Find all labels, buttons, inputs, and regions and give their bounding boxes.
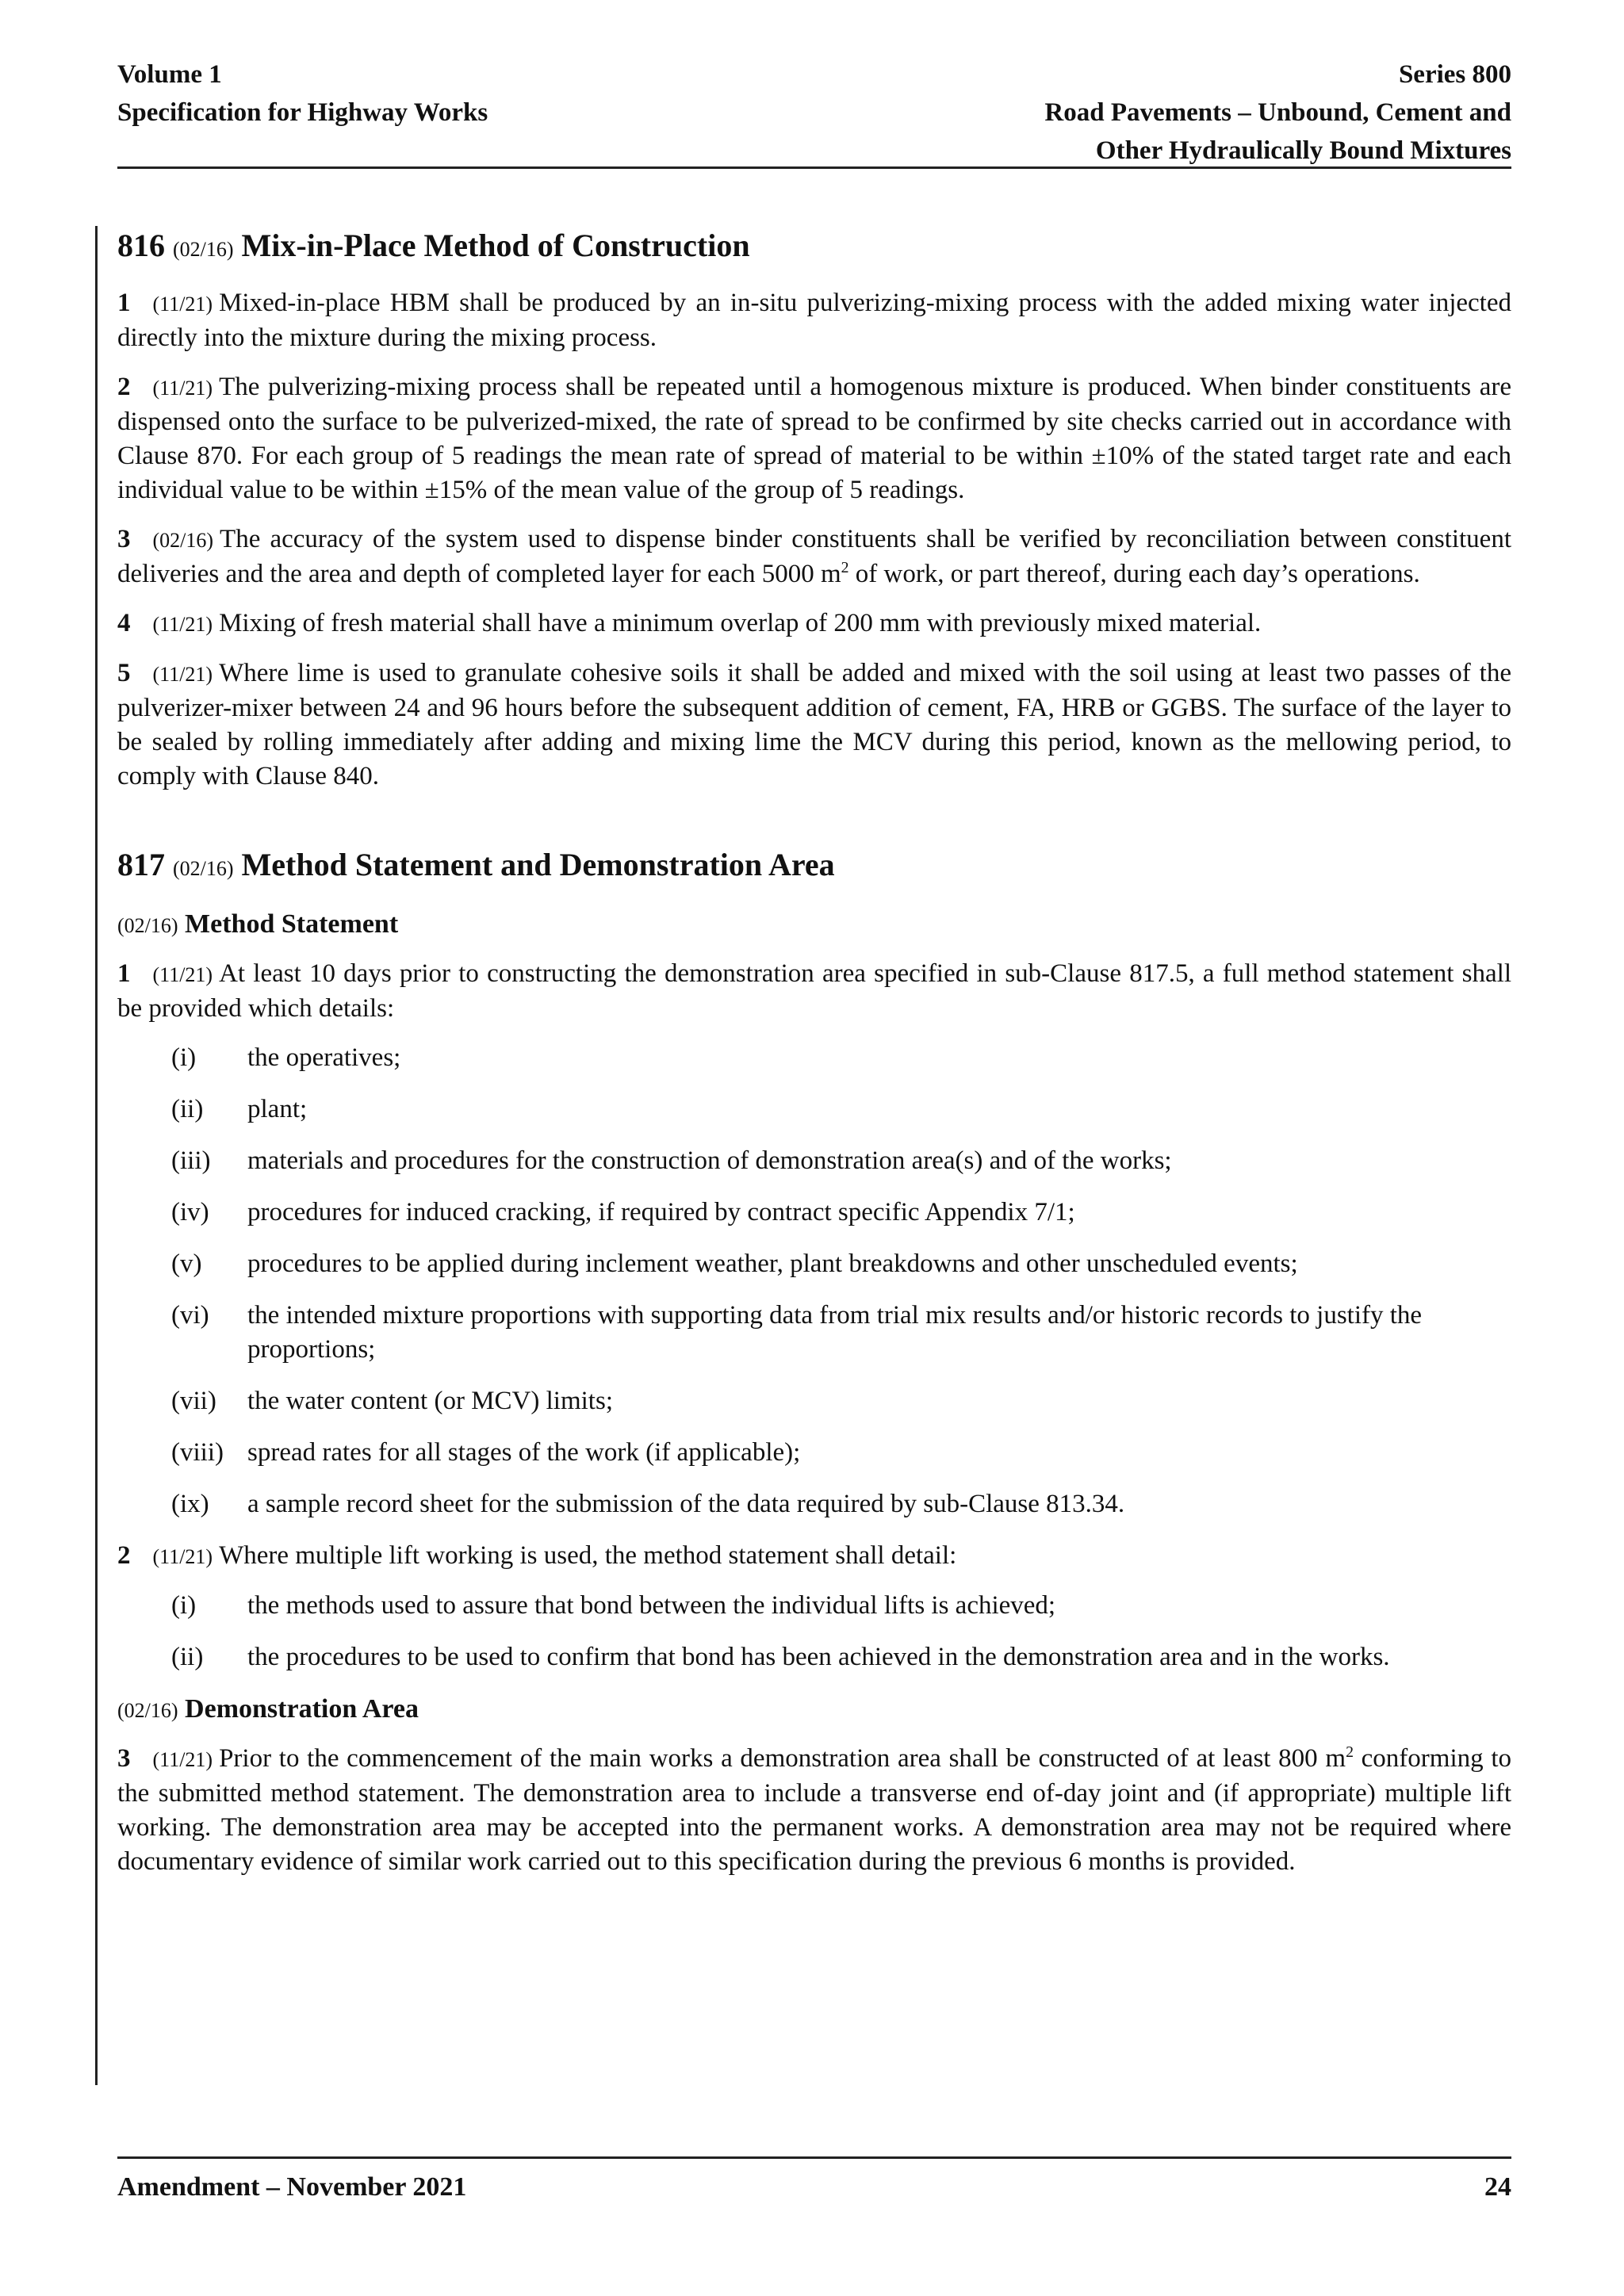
clause-816-heading [117, 224, 1511, 272]
list-item [117, 1589, 1511, 1623]
clause-817-para-3 [117, 1742, 1511, 1879]
clause-816-para-4 [117, 607, 1511, 641]
demonstration-area-subheading [117, 1692, 1511, 1728]
para-text-continued: of work, or part thereof, during each day’s operations. [848, 560, 1420, 588]
list-item [117, 1093, 1511, 1127]
para-text: Where lime is used to granulate cohesive soils it shall be added and mixed with the soil using at least two passes of the pulverizer-mixer between 24 and 96 hours before the subsequent addition of cement, FA, HRB or GGBS. The surface of the layer to be sealed by rolling immediately after adding and mixing lime the MCV during this period, known as the mellowing period, to comply with Clause 840. [117, 659, 1511, 790]
para-text: Where multiple lift working is used, the method statement shall detail: [219, 1541, 957, 1570]
amendment-tag: (02/16) [117, 914, 178, 937]
list-marker: (ix) [171, 1490, 209, 1518]
list-marker: (iii) [171, 1146, 211, 1175]
subheading-title: Demonstration Area [185, 1694, 419, 1724]
list-text: materials and procedures for the construction of demonstration area(s) and of the works; [247, 1146, 1172, 1175]
list-text: the operatives; [247, 1043, 401, 1072]
clause-title: Method Statement and Demonstration Area [241, 847, 835, 882]
para-text: The pulverizing-mixing process shall be repeated until a homogenous mixture is produced. When binder constituents are dispensed onto the surface to be pulverized-mixed, the rate of spread to be confirmed by site checks carried out in accordance with Clause 870. For each group of 5 readings the mean rate of spread of material to be within ±10% of the stated target rate and each individual value to be within ±15% of the mean value of the group of 5 readings. [117, 373, 1511, 504]
series-title-line2: Other Hydraulically Bound Mixtures [1095, 136, 1511, 165]
header-left [117, 55, 488, 132]
amendment-tag: (02/16) [152, 529, 214, 552]
series-label: Series 800 [1398, 60, 1511, 89]
para-text-continued: conforming to the submitted method statement. The demonstration area to include a transverse end of-day joint and (if appropriate) multiple lift working. The demonstration area may be accepted into the permanent works. A demonstration area may not be required where documentary evidence of similar work carried out to this specification during the previous 6 months is provided. [117, 1744, 1511, 1876]
clause-817-para-2 [117, 1539, 1511, 1574]
list-text: the methods used to assure that bond between the individual lifts is achieved; [247, 1591, 1056, 1620]
clause-816-para-2 [117, 370, 1511, 507]
amendment-tag: (11/21) [152, 613, 213, 636]
list-item [117, 1144, 1511, 1178]
para-number: 3 [117, 1744, 131, 1773]
page-number: 24 [1484, 2172, 1511, 2202]
para-number: 2 [117, 1541, 131, 1570]
list-item [117, 1384, 1511, 1418]
amendment-tag: (11/21) [152, 293, 213, 316]
amendment-tag: (02/16) [117, 1699, 178, 1722]
para-text: At least 10 days prior to constructing the demonstration area specified in sub-Clause 817.5, a full method statement shall be provided which details: [117, 959, 1511, 1023]
list-text: spread rates for all stages of the work (if applicable); [247, 1438, 801, 1467]
amendment-tag: (11/21) [152, 1545, 213, 1568]
header-divider [117, 166, 1511, 169]
document-title: Specification for Highway Works [117, 98, 488, 127]
list-text: procedures for induced cracking, if required by contract specific Appendix 7/1; [247, 1198, 1075, 1226]
amendment-tag: (11/21) [152, 1748, 213, 1771]
list-text: the intended mixture proportions with supporting data from trial mix results and/or historic records to justify the proportions; [247, 1301, 1423, 1364]
list-item [117, 1041, 1511, 1075]
method-statement-list [117, 1041, 1511, 1521]
clause-816-para-3 [117, 522, 1511, 591]
list-marker: (ii) [171, 1095, 204, 1123]
subheading-title: Method Statement [185, 909, 399, 939]
para-text: Mixed-in-place HBM shall be produced by an in-situ pulverizing-mixing process with the added mixing water injected directly into the mixture during the mixing process. [117, 289, 1511, 352]
superscript: 2 [841, 559, 849, 576]
superscript: 2 [1346, 1743, 1354, 1761]
clause-title: Mix-in-Place Method of Construction [241, 228, 750, 263]
list-item [117, 1299, 1511, 1367]
list-marker: (ii) [171, 1643, 204, 1671]
list-text: a sample record sheet for the submission of the data required by sub-Clause 813.34. [247, 1490, 1125, 1518]
method-statement-subheading [117, 907, 1511, 943]
list-item [117, 1640, 1511, 1674]
list-marker: (viii) [171, 1438, 224, 1467]
para-number: 2 [117, 373, 131, 401]
para-text: The accuracy of the system used to dispense binder constituents shall be verified by reconciliation between constituent deliveries and the area and depth of completed layer for each 5000 m [117, 525, 1511, 588]
para-text: Mixing of fresh material shall have a minimum overlap of 200 mm with previously mixed material. [219, 609, 1262, 637]
para-number: 3 [117, 525, 131, 553]
list-item [117, 1436, 1511, 1470]
clause-817-heading [117, 843, 1511, 891]
clause-816-para-5 [117, 656, 1511, 794]
list-marker: (v) [171, 1249, 202, 1278]
list-marker: (vi) [171, 1301, 209, 1330]
list-text: plant; [247, 1095, 308, 1123]
para-number: 4 [117, 609, 131, 637]
amendment-tag: (02/16) [173, 238, 234, 261]
header-right [1044, 55, 1511, 170]
amendment-tag: (11/21) [152, 663, 213, 686]
clause-number: 816 [117, 228, 165, 263]
clause-817-para-1 [117, 957, 1511, 1026]
list-text: procedures to be applied during inclement weather, plant breakdowns and other unscheduled events; [247, 1249, 1298, 1278]
para-text: Prior to the commencement of the main works a demonstration area shall be constructed of at least 800 m [219, 1744, 1346, 1773]
para-number: 5 [117, 659, 131, 687]
amendment-tag: (11/21) [152, 377, 213, 400]
list-text: the procedures to be used to confirm that bond has been achieved in the demonstration area and in the works. [247, 1643, 1390, 1671]
series-title-line1: Road Pavements – Unbound, Cement and [1044, 98, 1511, 127]
list-marker: (i) [171, 1043, 197, 1072]
list-text: the water content (or MCV) limits; [247, 1387, 613, 1415]
volume-label: Volume 1 [117, 60, 222, 89]
list-marker: (vii) [171, 1387, 216, 1415]
list-item [117, 1247, 1511, 1281]
amendment-date: Amendment – November 2021 [117, 2172, 467, 2202]
amendment-tag: (02/16) [173, 857, 234, 880]
para-number: 1 [117, 289, 131, 317]
clause-number: 817 [117, 847, 165, 882]
amendment-change-bar [95, 226, 98, 2085]
amendment-tag: (11/21) [152, 963, 213, 986]
list-item [117, 1196, 1511, 1230]
list-marker: (i) [171, 1591, 197, 1620]
clause-816-para-1 [117, 286, 1511, 355]
list-marker: (iv) [171, 1198, 209, 1226]
multiple-lift-list [117, 1589, 1511, 1674]
page-body [117, 214, 1511, 1894]
para-number: 1 [117, 959, 131, 988]
list-item [117, 1487, 1511, 1521]
footer-divider [117, 2156, 1511, 2159]
